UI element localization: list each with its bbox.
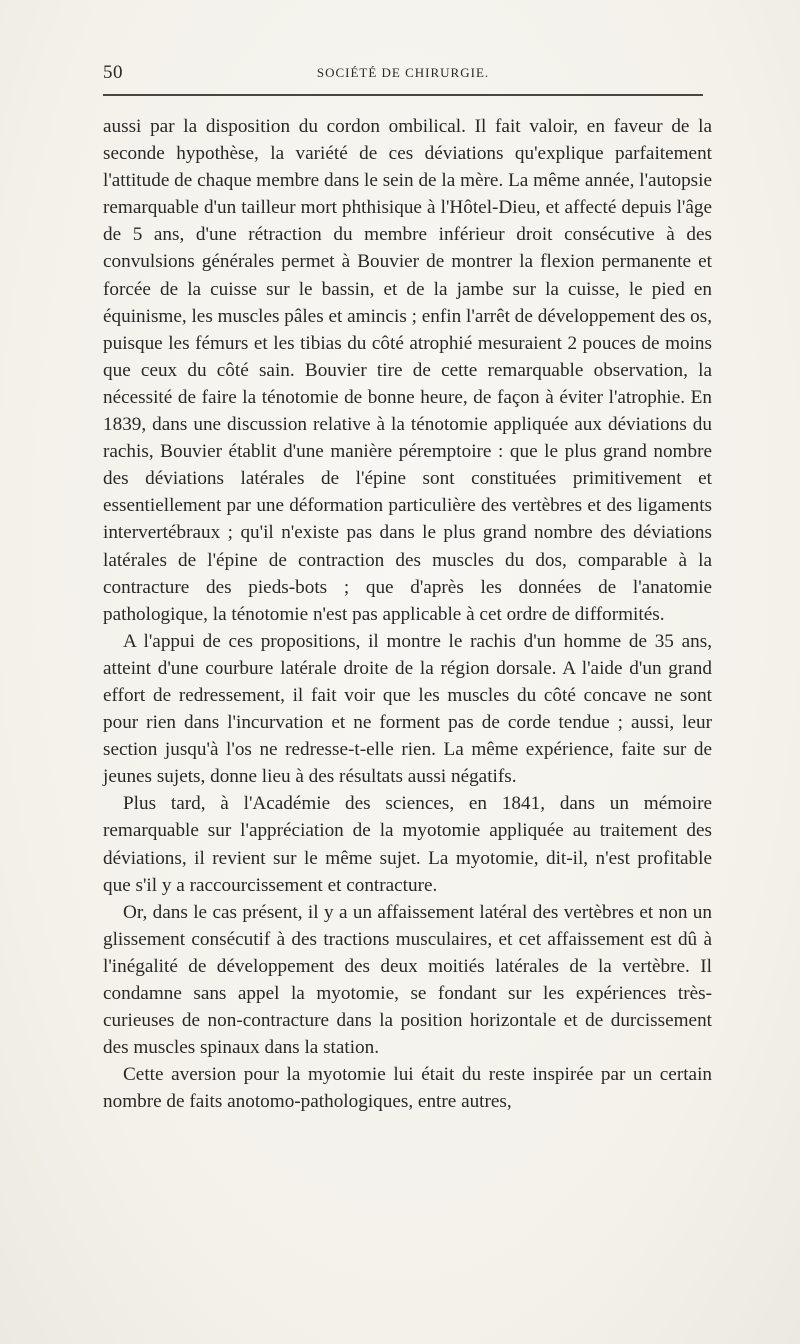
paragraph-1: aussi par la disposition du cordon ombilical. Il fait valoir, en faveur de la seconde hypothèse, la variété de ces déviations qu'explique parfaitement l'attitude de chaque membre dans le sein de la mère. La même année, l'autopsie remarquable d'un tailleur mort phthisique à l'Hôtel-Dieu, et affecté depuis l'âge de 5 ans, d'une rétraction du membre inférieur droit consécutive à des convulsions générales permet à Bouvier de montrer la flexion permanente et forcée de la cuisse sur le bassin, et de la jambe sur la cuisse, le pied en équinisme, les muscles pâles et amincis ; enfin l'arrêt de développement des os, puisque les fémurs et les tibias du côté atrophié mesuraient 2 pouces de moins que ceux du côté sain. Bouvier tire de cette remarquable observation, la nécessité de faire la ténotomie de bonne heure, de façon à éviter l'atrophie. En 1839, dans une discussion relative à la ténotomie appliquée aux déviations du rachis, Bouvier établit d'une manière péremptoire : que le plus grand nombre des déviations latérales de l'épine sont constituées primitivement et essentiellement par une déformation particulière des vertèbres et des ligaments intervertébraux ; qu'il n'existe pas dans le plus grand nombre des déviations latérales de l'épine de contraction des muscles du dos, comparable à la contracture des pieds-bots ; que d'après les données de l'anatomie pathologique, la ténotomie n'est pas applicable à cet ordre de difformités. xyxy=(103,116,712,625)
paragraph-5: Cette aversion pour la myotomie lui était du reste inspirée par un certain nombre de faits anotomo-pathologiques, entre autres, xyxy=(103,1064,712,1113)
running-title: SOCIÉTÉ DE CHIRURGIE. xyxy=(316,65,490,80)
body-text xyxy=(103,113,712,1115)
page-number: 50 xyxy=(103,62,123,83)
page-header xyxy=(103,62,703,86)
header-rule xyxy=(103,94,703,96)
paragraph-3: Plus tard, à l'Académie des sciences, en 1841, dans un mémoire remarquable sur l'appréciation de la myotomie appliquée au traitement des déviations, il revient sur le même sujet. La myotomie, dit-il, n'est profitable que s'il y a raccourcissement et contracture. xyxy=(103,793,712,896)
paragraph-2: A l'appui de ces propositions, il montre le rachis d'un homme de 35 ans, atteint d'une courbure latérale droite de la région dorsale. A l'aide d'un grand effort de redressement, il fait voir que les muscles du côté concave ne sont pour rien dans l'incurvation et ne forment pas de corde tendue ; aussi, leur section jusqu'à l'os ne redresse-t-elle rien. La même expérience, faite sur de jeunes sujets, donne lieu à des résultats aussi négatifs. xyxy=(103,630,712,788)
paragraph-4: Or, dans le cas présent, il y a un affaissement latéral des vertèbres et non un glissement consécutif à des tractions musculaires, et cet affaissement est dû à l'inégalité de développement des deux moitiés latérales de la vertèbre. Il condamne sans appel la myotomie, se fondant sur les expériences très-curieuses de non-contracture dans la position horizontale et de durcissement des muscles spinaux dans la station. xyxy=(103,901,712,1059)
